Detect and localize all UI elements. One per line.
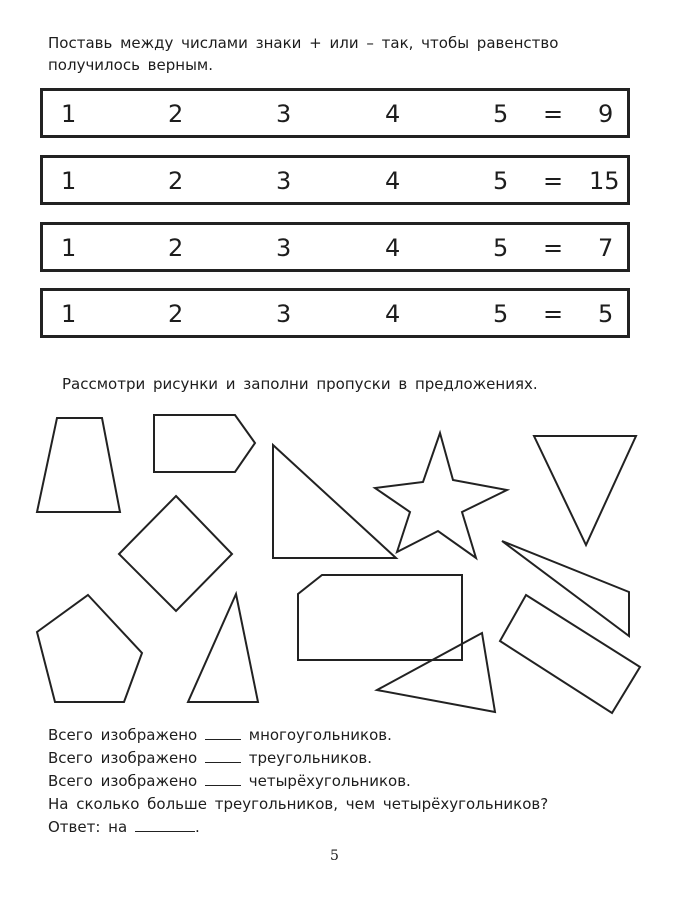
result: 7 xyxy=(598,234,614,262)
star-shape xyxy=(375,433,507,558)
sentence-triangles: Всего изображено треугольников. xyxy=(48,749,373,767)
equals-sign: = xyxy=(543,100,564,128)
number: 1 xyxy=(61,100,77,128)
trapezoid-shape xyxy=(37,418,120,512)
task2-instruction: Рассмотри рисунки и заполни пропуски в предложениях. xyxy=(62,375,538,393)
number: 3 xyxy=(276,100,292,128)
sentence-quadrilaterals: Всего изображено четырёхугольников. xyxy=(48,772,411,790)
equation-row xyxy=(40,88,630,138)
right-triangle-shape xyxy=(273,445,396,558)
number: 3 xyxy=(276,300,292,328)
equals-sign: = xyxy=(543,167,564,195)
number: 4 xyxy=(385,100,401,128)
answer-blank-triangles[interactable] xyxy=(205,748,241,763)
number: 1 xyxy=(61,234,77,262)
number: 1 xyxy=(61,167,77,195)
equals-sign: = xyxy=(543,234,564,262)
shapes-figure xyxy=(0,400,676,720)
question-text: На сколько больше треугольников, чем четырёхугольников? xyxy=(48,795,549,813)
number: 4 xyxy=(385,234,401,262)
answer-blank-difference[interactable] xyxy=(135,817,195,832)
equals-sign: = xyxy=(543,300,564,328)
square-rotated-shape xyxy=(119,496,232,611)
number: 5 xyxy=(493,100,509,128)
number: 2 xyxy=(168,100,184,128)
number: 5 xyxy=(493,234,509,262)
number: 4 xyxy=(385,300,401,328)
equation-row xyxy=(40,222,630,272)
page-number: 5 xyxy=(330,848,339,864)
pentagon-shape xyxy=(37,595,142,702)
task1-instruction: Поставь между числами знаки + или – так, чтобы равенство получилось верным. xyxy=(48,34,559,74)
isosceles-triangle-shape xyxy=(188,594,258,702)
inverted-triangle-shape xyxy=(534,436,636,545)
result: 5 xyxy=(598,300,614,328)
answer-blank-quadrilaterals[interactable] xyxy=(205,771,241,786)
number: 3 xyxy=(276,167,292,195)
parallelogram-shape xyxy=(500,595,640,713)
number: 2 xyxy=(168,234,184,262)
number: 1 xyxy=(61,300,77,328)
pentagon-arrow-shape xyxy=(154,415,255,472)
number: 5 xyxy=(493,167,509,195)
cut-rectangle-shape xyxy=(298,575,462,660)
result: 15 xyxy=(589,167,620,195)
equation-row xyxy=(40,288,630,338)
equation-row xyxy=(40,155,630,205)
number: 5 xyxy=(493,300,509,328)
number: 2 xyxy=(168,167,184,195)
triangle-shape xyxy=(377,633,495,712)
number: 3 xyxy=(276,234,292,262)
answer-blank-polygons[interactable] xyxy=(205,725,241,740)
result: 9 xyxy=(598,100,614,128)
thin-triangle-shape xyxy=(502,541,629,636)
number: 2 xyxy=(168,300,184,328)
number: 4 xyxy=(385,167,401,195)
sentence-polygons: Всего изображено многоугольников. xyxy=(48,726,392,744)
answer-line: Ответ: на . xyxy=(48,818,200,836)
